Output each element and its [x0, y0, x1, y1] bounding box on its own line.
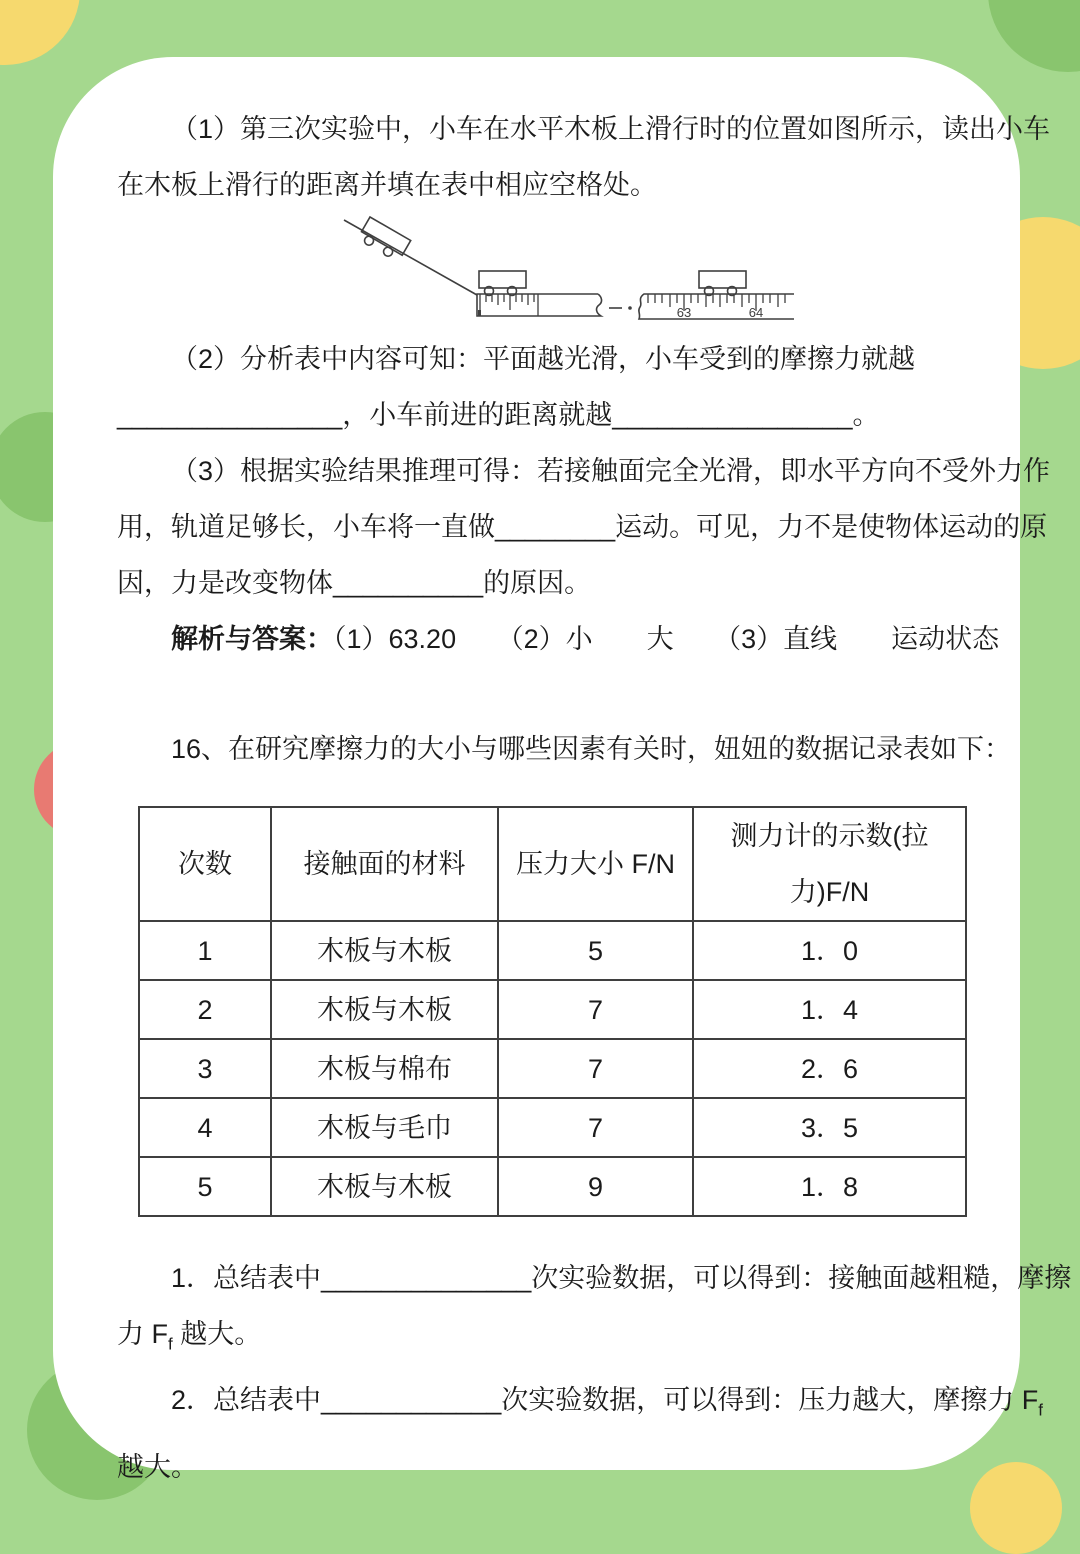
sub1-line2-post: 越大。 [172, 1319, 262, 1349]
cell-trial: 4 [139, 1098, 271, 1157]
worksheet-content [117, 101, 1072, 1495]
friction-subscript: f [1038, 1400, 1043, 1420]
decor-circle-top-left [0, 0, 80, 65]
cell-material: 木板与木板 [271, 980, 498, 1039]
ruler-right [639, 294, 794, 320]
col-header-pressure: 压力大小 F/N [498, 807, 693, 921]
friction-data-table [138, 806, 967, 1217]
table-row [139, 1157, 966, 1216]
table-row [139, 980, 966, 1039]
q15-part1-line1: （1）第三次实验中，小车在水平木板上滑行时的位置如图所示，读出小车 [171, 114, 1051, 144]
q16-sub2-line1 [117, 1372, 1043, 1438]
cell-pressure: 7 [498, 980, 693, 1039]
q15-part3-line1: （3）根据实验结果推理可得：若接触面完全光滑，即水平方向不受外力作 [171, 456, 1051, 486]
cell-gauge: 3．5 [693, 1098, 966, 1157]
table-row [139, 921, 966, 980]
incline-line [344, 220, 477, 295]
table-header-row [139, 807, 966, 921]
q15-part3-line3: 因，力是改变物体__________的原因。 [117, 568, 592, 598]
worksheet-card [53, 57, 1072, 1482]
col-header-material: 接触面的材料 [271, 807, 498, 921]
cart-on-incline [357, 217, 410, 263]
cell-gauge: 1．8 [693, 1157, 966, 1216]
break-marks [609, 306, 632, 310]
decor-circle-top-right [988, 0, 1080, 72]
ruler-label-63: 63 [676, 305, 692, 320]
cell-trial: 5 [139, 1157, 271, 1216]
q15-part2-line1: （2）分析表中内容可知：平面越光滑，小车受到的摩擦力就越 [171, 344, 916, 374]
q16-sub1-line2 [117, 1306, 977, 1372]
q15-part3-line2: 用，轨道足够长，小车将一直做________运动。可见，力不是使物体运动的原 [117, 512, 1048, 542]
cart-on-ruler-left [479, 271, 526, 296]
table-row [139, 1098, 966, 1157]
cell-pressure: 9 [498, 1157, 693, 1216]
cell-gauge: 1．0 [693, 921, 966, 980]
cell-trial: 3 [139, 1039, 271, 1098]
cell-pressure: 7 [498, 1039, 693, 1098]
decor-circle-bottom-right [970, 1462, 1062, 1554]
cell-pressure: 7 [498, 1098, 693, 1157]
q15-answer-line [117, 611, 1000, 667]
col-header-gauge: 测力计的示数(拉力)F/N [693, 807, 966, 921]
cell-material: 木板与木板 [271, 1157, 498, 1216]
experiment-diagram [342, 214, 812, 329]
ruler-left [477, 294, 602, 316]
cell-gauge: 2．6 [693, 1039, 966, 1098]
cell-trial: 2 [139, 980, 271, 1039]
q15-part2-line2-blanks: _______________，小车前进的距离就越________________。 [117, 400, 880, 430]
col-header-trial: 次数 [139, 807, 271, 921]
q15-part1-line2: 在木板上滑行的距离并填在表中相应空格处。 [117, 170, 657, 200]
q16-intro: 16、在研究摩擦力的大小与哪些因素有关时，妞妞的数据记录表如下： [171, 734, 1012, 764]
sub1-line2-pre: 力 F [117, 1319, 168, 1349]
cell-material: 木板与木板 [271, 921, 498, 980]
ruler-label-64: 64 [748, 305, 764, 320]
answer-label: 解析与答案： [171, 624, 333, 654]
cell-gauge: 1．4 [693, 980, 966, 1039]
cell-material: 木板与棉布 [271, 1039, 498, 1098]
cell-pressure: 5 [498, 921, 693, 980]
table-row [139, 1039, 966, 1098]
sub2-line1-pre: 2．总结表中____________次实验数据，可以得到：压力越大，摩擦力 F [171, 1385, 1039, 1416]
cart-on-ruler-right [699, 271, 746, 296]
friction-subscript: f [168, 1334, 173, 1354]
cell-material: 木板与毛巾 [271, 1098, 498, 1157]
q16-sub1-line1: 1．总结表中______________次实验数据，可以得到：接触面越粗糙，摩擦 [171, 1263, 1072, 1293]
q16-sub2-line2: 越大。 [117, 1451, 198, 1482]
cell-trial: 1 [139, 921, 271, 980]
answer-text: （1）63.20 （2）小 大 （3）直线 运动状态 [333, 624, 1000, 654]
